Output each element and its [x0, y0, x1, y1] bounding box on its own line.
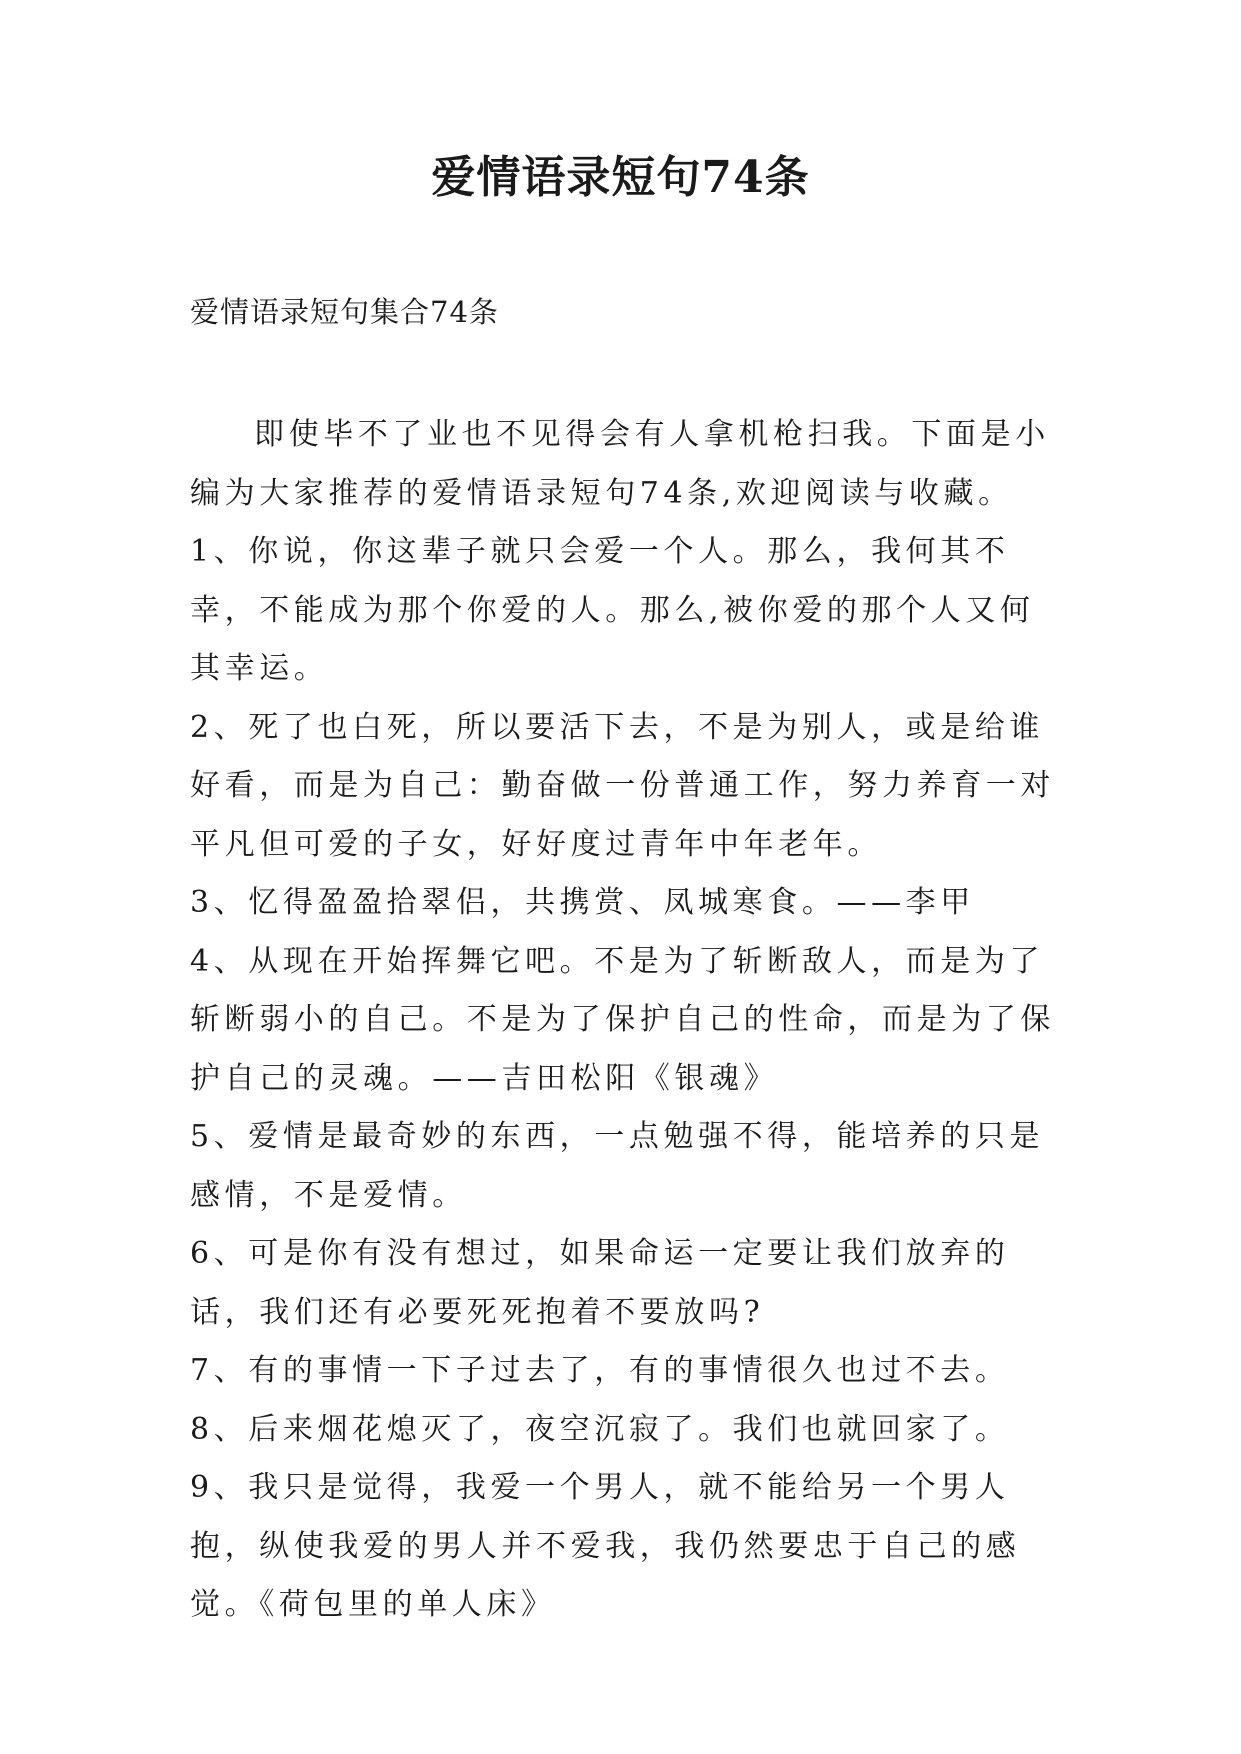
list-item: 8、后来烟花熄灭了，夜空沉寂了。我们也就回家了。: [190, 1411, 1010, 1447]
list-item: 4、从现在开始挥舞它吧。不是为了斩断敌人，而是为了斩断弱小的自己。不是为了保护自己的性命，而是为了保护自己的灵魂。——吉田松阳《银魂》: [190, 943, 1055, 1096]
document-subtitle: 爱情语录短句集合74条: [190, 295, 499, 329]
intro-paragraph: 即使毕不了业也不见得会有人拿机枪扫我。下面是小编为大家推荐的爱情语录短句74条,欢迎阅读与收藏。: [190, 417, 1050, 511]
list-item: 7、有的事情一下子过去了，有的事情很久也过不去。: [190, 1353, 1010, 1388]
list-item: 5、爱情是最奇妙的东西，一点勉强不得，能培养的只是感情，不是爱情。: [190, 1119, 1045, 1213]
list-item: 3、忆得盈盈拾翠侣，共携赏、凤城寒食。——李甲: [190, 885, 975, 920]
list-item: 6、可是你有没有想过，如果命运一定要让我们放弃的话，我们还有必要死死抱着不要放吗?: [190, 1236, 1010, 1330]
document-body: [190, 406, 1058, 1635]
document-title: 爱情语录短句74条: [431, 152, 810, 203]
list-item: 9、我只是觉得，我爱一个男人，就不能给另一个男人抱，纵使我爱的男人并不爱我，我仍然要忠于自己的感觉。《荷包里的单人床》: [190, 1470, 1021, 1622]
list-item: 1、你说，你这辈子就只会爱一个人。那么，我何其不幸，不能成为那个你爱的人。那么,被你爱的那个人又何其幸运。: [190, 534, 1035, 686]
list-item: 2、死了也白死，所以要活下去，不是为别人，或是给谁好看，而是为自己：勤奋做一份普通工作，努力养育一对平凡但可爱的子女，好好度过青年中年老年。: [190, 709, 1055, 862]
